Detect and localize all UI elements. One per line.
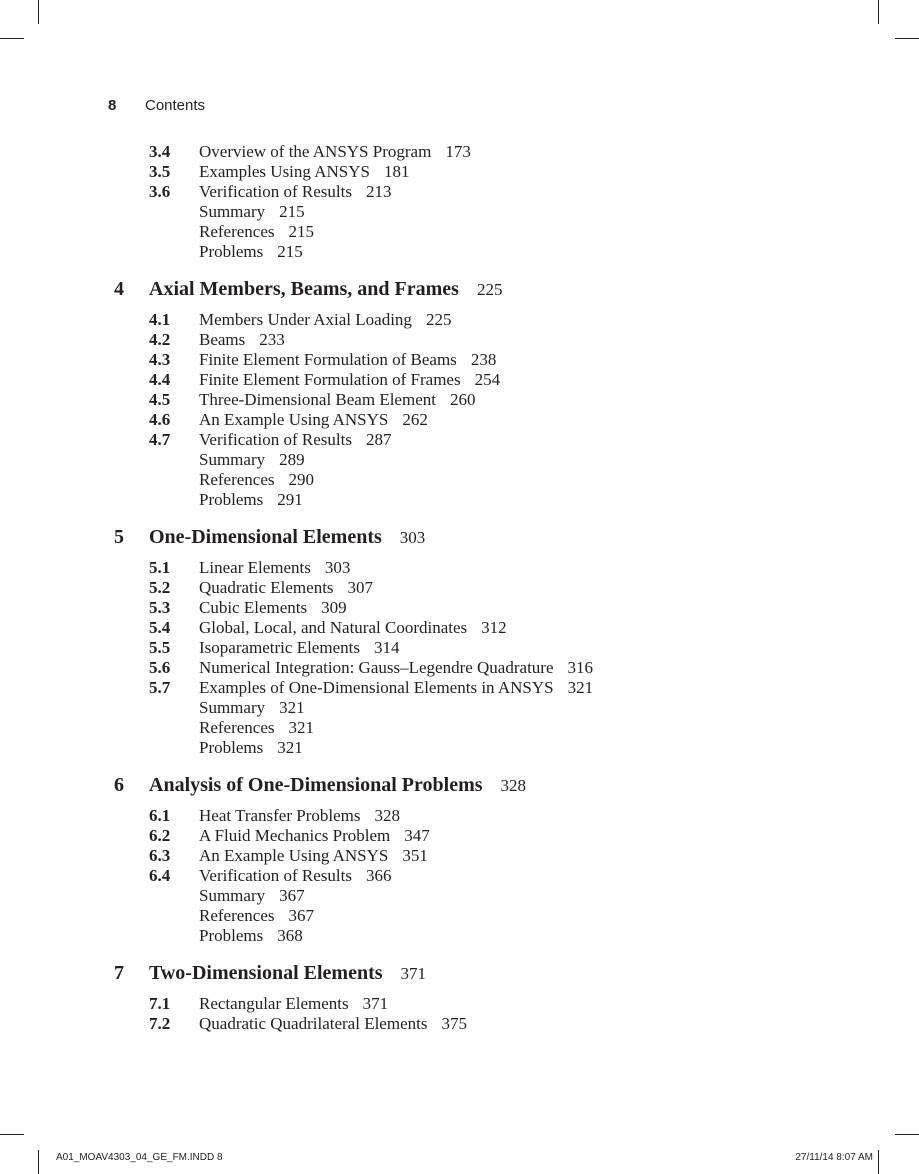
section-number: 4.1 — [149, 310, 171, 329]
section-title — [199, 846, 428, 866]
section-title — [199, 390, 475, 410]
section-title — [199, 330, 285, 350]
section-title — [199, 658, 593, 678]
section-title — [199, 162, 409, 182]
chapter-number: 5 — [114, 526, 124, 548]
section-title-text: Cubic Elements — [199, 598, 308, 617]
section-page: 215 — [279, 202, 305, 221]
section-title-text: Verification of Results — [199, 430, 352, 449]
section-title — [199, 370, 500, 390]
chapter-number: 4 — [114, 278, 124, 300]
section-title-text: Problems — [199, 738, 264, 757]
section-page: 321 — [288, 718, 315, 737]
section-number: 4.7 — [149, 430, 171, 449]
section-title — [199, 450, 305, 470]
section-page: 316 — [567, 658, 593, 677]
section-title — [199, 350, 496, 370]
section-number: 5.7 — [149, 678, 171, 697]
crop-mark — [0, 38, 24, 39]
section-page: 367 — [279, 886, 305, 905]
section-title-text: References — [199, 222, 275, 241]
section-title-text: Problems — [199, 490, 264, 509]
section-page: 233 — [259, 330, 285, 349]
section-page: 351 — [402, 846, 428, 865]
section-number: 5.1 — [149, 558, 171, 577]
section-title-text: Problems — [199, 926, 264, 945]
chapter-number: 7 — [114, 962, 124, 984]
section-title-text: Quadratic Quadrilateral Elements — [199, 1014, 428, 1033]
section-page: 312 — [481, 618, 507, 637]
section-page: 213 — [365, 182, 392, 201]
section-number: 5.5 — [149, 638, 171, 657]
section-page: 321 — [277, 738, 303, 757]
crop-mark — [878, 0, 879, 24]
crop-mark — [38, 1150, 39, 1174]
section-title-text: References — [199, 470, 275, 489]
section-number: 3.6 — [149, 182, 171, 201]
section-page: 367 — [288, 906, 315, 925]
section-title-text: A Fluid Mechanics Problem — [199, 826, 391, 845]
chapter-number: 6 — [114, 774, 124, 796]
chapter-page: 225 — [476, 280, 503, 299]
chapter-title — [149, 276, 502, 303]
section-title — [199, 906, 314, 926]
section-title-text: Numerical Integration: Gauss–Legendre Quadrature — [199, 658, 554, 677]
section-title — [199, 618, 507, 638]
section-title-text: Verification of Results — [199, 182, 352, 201]
section-title — [199, 638, 399, 658]
section-title — [199, 310, 451, 330]
running-head — [108, 97, 205, 114]
section-page: 290 — [288, 470, 315, 489]
section-title — [199, 826, 430, 846]
chapter-title-text: Axial Members, Beams, and Frames — [149, 278, 459, 300]
section-title-text: Beams — [199, 330, 246, 349]
section-title-text: Heat Transfer Problems — [199, 806, 361, 825]
section-page: 238 — [470, 350, 497, 369]
section-number: 7.1 — [149, 994, 171, 1013]
section-number: 6.4 — [149, 866, 171, 885]
section-title — [199, 410, 428, 430]
section-title-text: Isoparametric Elements — [199, 638, 360, 657]
section-title-text: Summary — [199, 202, 266, 221]
section-title — [199, 470, 314, 490]
section-title — [199, 578, 373, 598]
section-page: 254 — [474, 370, 501, 389]
section-page: 291 — [277, 490, 303, 509]
section-page: 347 — [404, 826, 430, 845]
section-title-text: Summary — [199, 698, 266, 717]
section-title-text: Linear Elements — [199, 558, 311, 577]
section-number: 5.6 — [149, 658, 171, 677]
section-page: 215 — [277, 242, 303, 261]
section-title — [199, 1014, 467, 1034]
section-page: 368 — [277, 926, 303, 945]
section-page: 307 — [347, 578, 374, 597]
section-page: 173 — [445, 142, 471, 161]
section-title — [199, 558, 350, 578]
chapter-page: 303 — [399, 528, 426, 547]
section-title — [199, 490, 303, 510]
section-number: 7.2 — [149, 1014, 171, 1033]
section-page: 328 — [374, 806, 400, 825]
section-title — [199, 202, 305, 222]
section-title-text: Finite Element Formulation of Beams — [199, 350, 457, 369]
section-title — [199, 718, 314, 738]
section-title — [199, 698, 305, 718]
section-page: 303 — [324, 558, 351, 577]
section-page: 321 — [567, 678, 594, 697]
section-page: 262 — [402, 410, 428, 429]
section-title — [199, 598, 347, 618]
section-title — [199, 678, 593, 698]
chapter-title-text: Two-Dimensional Elements — [149, 962, 383, 984]
section-title-text: Summary — [199, 886, 266, 905]
section-number: 5.3 — [149, 598, 171, 617]
section-title-text: References — [199, 906, 275, 925]
section-page: 309 — [321, 598, 347, 617]
slug-filename: A01_MOAV4303_04_GE_FM.INDD 8 — [56, 1152, 223, 1163]
section-number: 4.4 — [149, 370, 171, 389]
section-title-text: Examples of One-Dimensional Elements in ANSYS — [199, 678, 554, 697]
section-page: 215 — [288, 222, 315, 241]
section-title — [199, 142, 471, 162]
section-number: 6.2 — [149, 826, 171, 845]
section-page: 366 — [365, 866, 392, 885]
chapter-title — [149, 960, 426, 987]
section-page: 314 — [373, 638, 400, 657]
section-title — [199, 994, 388, 1014]
chapter-title-text: One-Dimensional Elements — [149, 526, 382, 548]
section-number: 3.4 — [149, 142, 171, 161]
section-page: 181 — [383, 162, 410, 181]
section-title-text: Quadratic Elements — [199, 578, 334, 597]
section-title-text: References — [199, 718, 275, 737]
section-title — [199, 430, 391, 450]
section-title-text: Verification of Results — [199, 866, 352, 885]
crop-mark — [38, 0, 39, 24]
section-title-text: An Example Using ANSYS — [199, 410, 389, 429]
section-title-text: An Example Using ANSYS — [199, 846, 389, 865]
section-title — [199, 182, 391, 202]
section-title — [199, 806, 400, 826]
section-title — [199, 222, 314, 242]
section-title-text: Rectangular Elements — [199, 994, 349, 1013]
section-title-text: Problems — [199, 242, 264, 261]
section-number: 6.3 — [149, 846, 171, 865]
section-page: 321 — [279, 698, 305, 717]
slug-timestamp: 27/11/14 8:07 AM — [795, 1152, 873, 1163]
section-number: 5.2 — [149, 578, 171, 597]
chapter-page: 371 — [400, 964, 427, 983]
chapter-page: 328 — [500, 776, 527, 795]
section-number: 6.1 — [149, 806, 171, 825]
crop-mark — [895, 38, 919, 39]
section-title — [199, 866, 391, 886]
section-title-text: Overview of the ANSYS Program — [199, 142, 432, 161]
section-number: 4.6 — [149, 410, 171, 429]
section-title-text: Members Under Axial Loading — [199, 310, 412, 329]
section-page: 260 — [449, 390, 476, 409]
section-title — [199, 886, 305, 906]
section-title-text: Summary — [199, 450, 266, 469]
section-number: 4.5 — [149, 390, 171, 409]
section-title — [199, 242, 303, 262]
page-number: 8 — [108, 97, 117, 114]
section-page: 287 — [365, 430, 392, 449]
section-page: 225 — [425, 310, 452, 329]
running-head-label: Contents — [145, 97, 206, 114]
chapter-title — [149, 524, 425, 551]
crop-mark — [878, 1150, 879, 1174]
section-number: 5.4 — [149, 618, 171, 637]
chapter-title — [149, 772, 526, 799]
section-title-text: Examples Using ANSYS — [199, 162, 370, 181]
section-title — [199, 738, 303, 758]
section-page: 289 — [279, 450, 305, 469]
section-page: 375 — [441, 1014, 467, 1033]
crop-mark — [0, 1134, 24, 1135]
section-number: 4.2 — [149, 330, 171, 349]
section-page: 371 — [362, 994, 389, 1013]
section-number: 3.5 — [149, 162, 171, 181]
section-title-text: Finite Element Formulation of Frames — [199, 370, 461, 389]
section-title-text: Global, Local, and Natural Coordinates — [199, 618, 468, 637]
crop-mark — [895, 1134, 919, 1135]
section-title-text: Three-Dimensional Beam Element — [199, 390, 436, 409]
section-title — [199, 926, 303, 946]
section-number: 4.3 — [149, 350, 171, 369]
chapter-title-text: Analysis of One-Dimensional Problems — [149, 774, 483, 796]
